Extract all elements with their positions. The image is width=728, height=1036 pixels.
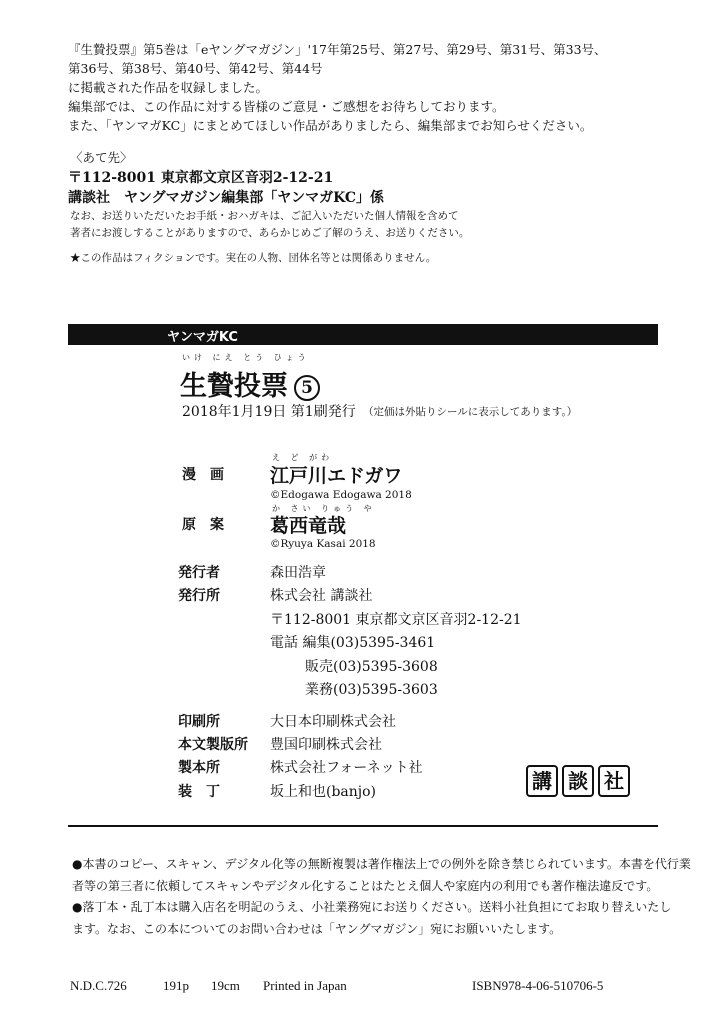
text-label: 本文製版所 — [178, 737, 248, 753]
fiction-note: ★この作品はフィクションです。実在の人物、団体名等とは関係ありません。 — [70, 252, 437, 264]
legal-line-4: ます。なお、この本についてのお問い合わせは「ヤングマガジン」宛にお願いいたします。 — [72, 922, 562, 936]
logo-char-2: 談 — [562, 765, 594, 797]
story-copyright: ©Ryuya Kasai 2018 — [270, 538, 376, 550]
phone-editorial: 電話 編集(03)5395-3461 — [270, 635, 436, 651]
logo-char-3: 社 — [598, 765, 630, 797]
title-ruby: いけ にえ とう ひょう — [182, 353, 310, 362]
publish-date: 2018年1月19日 第1刷発行 — [182, 404, 356, 420]
manga-copyright: ©Edogawa Edogawa 2018 — [270, 489, 412, 501]
privacy-line-2: 著者にお渡しすることがありますので、あらかじめご了解のうえ、お送りください。 — [70, 227, 470, 239]
manga-name: 江戸川エドガワ — [270, 465, 403, 487]
note-line-3: に掲載された作品を収録しました。 — [68, 80, 269, 95]
volume-number: 5 — [294, 375, 320, 401]
series-label: ヤンマガKC — [167, 330, 238, 345]
series-band — [68, 324, 658, 345]
office-label: 発行所 — [178, 588, 220, 604]
book-size: 19cm — [211, 978, 240, 993]
phone-sales: 販売(03)5395-3608 — [305, 659, 438, 675]
text-company: 豊国印刷株式会社 — [270, 737, 382, 753]
note-line-4: 編集部では、この作品に対する皆様のご意見・ご感想をお待ちしております。 — [68, 99, 505, 114]
print-company: 大日本印刷株式会社 — [270, 714, 396, 730]
isbn: ISBN978-4-06-510706-5 — [472, 978, 604, 993]
note-line-2: 第36号、第38号、第40号、第42号、第44号 — [68, 61, 323, 76]
legal-line-1: ●本書のコピー、スキャン、デジタル化等の無断複製は著作権法上での例外を除き禁じられています。本書を代行業 — [72, 857, 691, 871]
book-title-text: 生贄投票 — [180, 371, 288, 402]
legal-line-2: 者等の第三者に依頼してスキャンやデジタル化することはたとえ個人や家庭内の利用でも著作権法違反です。 — [72, 879, 659, 893]
address-postal: 〒112-8001 東京都文京区音羽2-12-21 — [68, 170, 334, 186]
binding-label: 製本所 — [178, 760, 220, 776]
print-label: 印刷所 — [178, 714, 220, 730]
address-dept: 講談社 ヤングマガジン編集部「ヤンマガKC」係 — [68, 190, 385, 206]
manga-label: 漫 画 — [182, 467, 224, 483]
legal-line-3: ●落丁本・乱丁本は購入店名を明記のうえ、小社業務宛にお送りください。送料小社負担にてお取り替えいたし — [72, 900, 672, 914]
note-line-5: また、「ヤンマガKC」にまとめてほしい作品がありましたら、編集部までお知らせください。 — [68, 118, 593, 133]
kodansha-logo — [526, 765, 630, 797]
manga-ruby: え ど がわ — [272, 453, 334, 462]
logo-char-1: 講 — [526, 765, 558, 797]
book-title — [180, 364, 320, 403]
printed-in: Printed in Japan — [263, 978, 347, 993]
note-line-1: 『生贄投票』第5巻は「eヤングマガジン」'17年第25号、第27号、第29号、第31号、第33号、 — [68, 42, 607, 57]
issuer-label: 発行者 — [178, 565, 220, 581]
privacy-line-1: なお、お送りいただいたお手紙・おハガキは、ご記入いただいた個人情報を含めて — [70, 210, 459, 222]
phone-business: 業務(03)5395-3603 — [305, 682, 438, 698]
address-heading: 〈あて先〉 — [70, 150, 133, 165]
design-label: 装 丁 — [178, 784, 220, 800]
issuer-name: 森田浩章 — [270, 565, 326, 581]
legal-divider — [68, 825, 658, 827]
story-name: 葛西竜哉 — [270, 515, 347, 537]
story-label: 原 案 — [182, 517, 224, 533]
price-note: （定価は外貼りシールに表示してあります。） — [363, 406, 578, 418]
office-name: 株式会社 講談社 — [270, 588, 373, 604]
ndc-code: N.D.C.726 — [70, 978, 127, 993]
designer: 坂上和也(banjo) — [270, 784, 377, 800]
binding-company: 株式会社フォーネット社 — [270, 760, 423, 776]
office-postal: 〒112-8001 東京都文京区音羽2-12-21 — [270, 612, 522, 628]
page-count: 191p — [163, 978, 189, 993]
story-ruby: か さい りゅう や — [272, 504, 376, 513]
